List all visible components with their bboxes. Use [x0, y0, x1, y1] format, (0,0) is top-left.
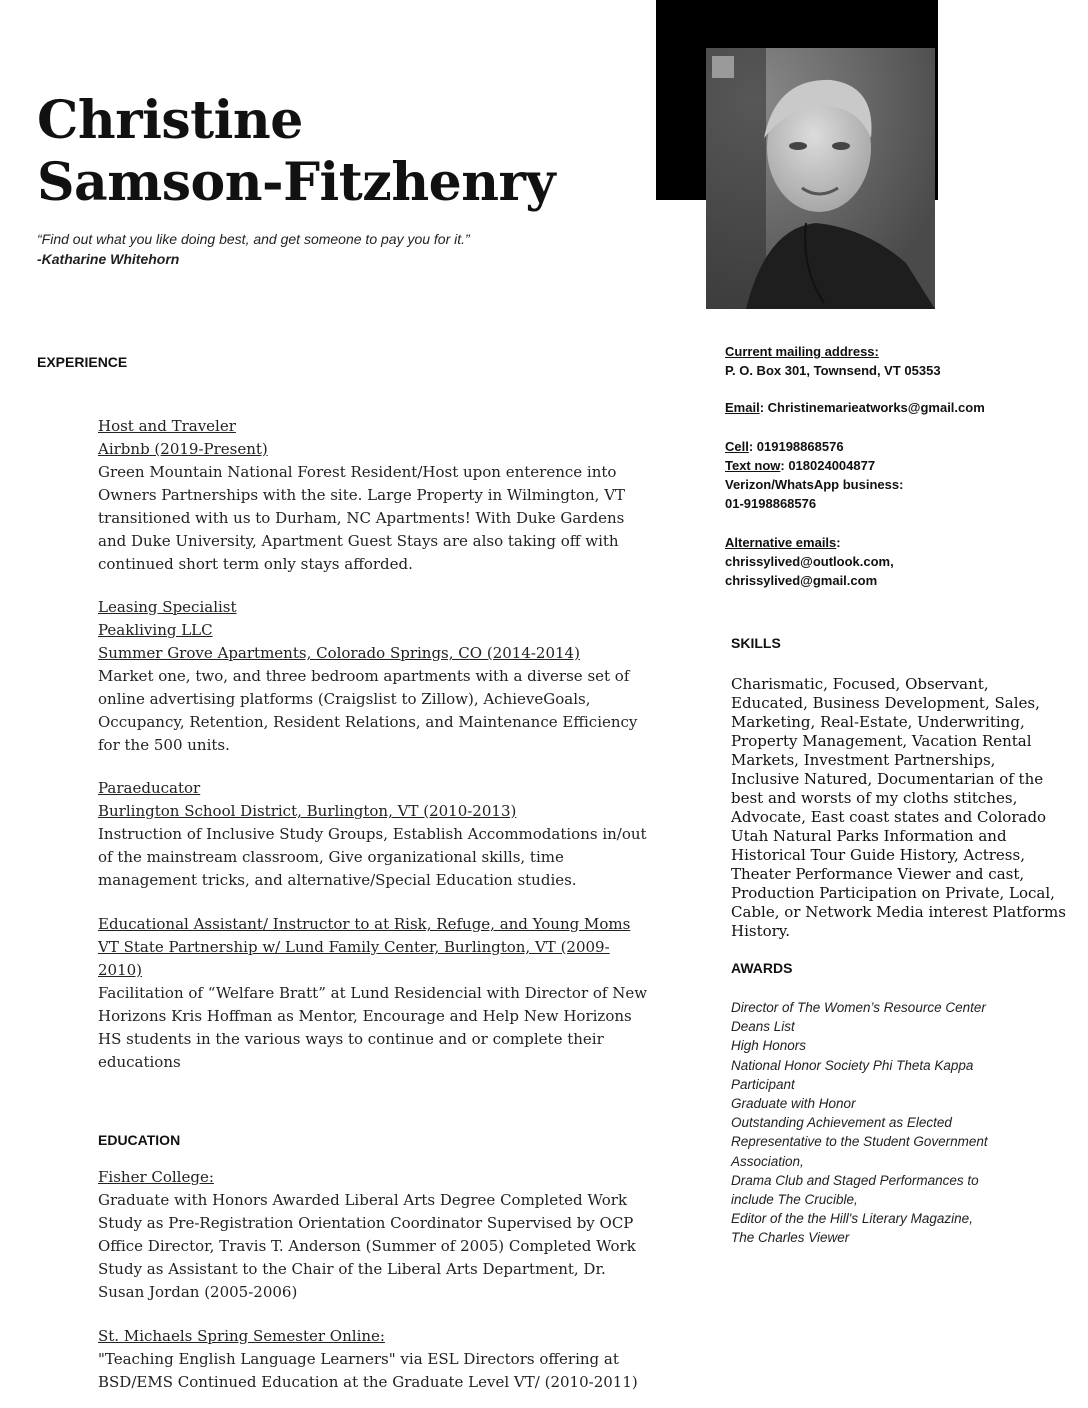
job-title: Host and Traveler [98, 417, 236, 435]
page-title [37, 90, 555, 214]
contact-email [725, 398, 1065, 417]
cell-label: Cell [725, 439, 749, 454]
quote-text: “Find out what you like doing best, and get someone to pay you for it.” [37, 231, 470, 247]
school-description: Graduate with Honors Awarded Liberal Arts Degree Completed Work Study as Pre-Registration Orientation Coordinator Supervised by OCP Office Director, Travis T. Anderson (Summer of 2005) Completed Work Study as Assistant to the Chair of the Liberal Arts Department, Dr. Susan Jordan (2005-2006) [98, 1191, 636, 1301]
award-line: include The Crucible, [731, 1192, 858, 1208]
textnow-label: Text now [725, 458, 781, 473]
cell-value: : 019198868576 [748, 439, 844, 454]
name-line-2: Samson-Fitzhenry [37, 152, 556, 213]
contact-alt-emails [725, 533, 1065, 590]
contact-mailing [725, 342, 1065, 380]
award-line: Outstanding Achievement as Elected [731, 1115, 952, 1131]
job-entry [98, 596, 650, 757]
mailing-label: Current mailing address: [725, 344, 879, 359]
profile-photo [706, 48, 935, 309]
award-line: Association, [731, 1153, 804, 1169]
award-line: Participant [731, 1076, 795, 1092]
job-title: Leasing Specialist [98, 598, 237, 616]
job-description: Market one, two, and three bedroom apartments with a diverse set of online advertising platforms (Craigslist to Zillow), AchieveGoals, Occupancy, Retention, Resident Relations, and Maintenance Efficiency for the 500 units. [98, 667, 638, 754]
awards-list [731, 998, 1031, 1248]
email-value[interactable]: : Christinemarieatworks@gmail.com [759, 400, 985, 415]
education-entry [98, 1325, 650, 1394]
job-title: Educational Assistant/ Instructor to at Risk, Refuge, and Young Moms [98, 915, 631, 933]
education-heading: EDUCATION [98, 1132, 181, 1148]
award-line: Director of The Women’s Resource Center [731, 1000, 986, 1015]
award-line: Representative to the Student Government [731, 1134, 988, 1150]
school-name: St. Michaels Spring Semester Online: [98, 1327, 385, 1345]
award-line: National Honor Society Phi Theta Kappa [731, 1057, 974, 1073]
quote [37, 229, 470, 269]
alt-email-2[interactable]: chrissylived@gmail.com [725, 573, 878, 588]
job-org: Peakliving LLC [98, 621, 213, 639]
job-title: Paraeducator [98, 779, 201, 797]
school-name: Fisher College: [98, 1168, 214, 1186]
alt-emails-label: Alternative emails [725, 535, 837, 550]
job-org: VT State Partnership w/ Lund Family Center, Burlington, VT (2009-2010) [98, 938, 610, 979]
job-description: Facilitation of “Welfare Bratt” at Lund Residencial with Director of New Horizons Kris Hoffman as Mentor, Encourage and Help New Horizons HS students in the various ways to continue and or complete their educations [98, 984, 648, 1071]
textnow-value: : 018024004877 [780, 458, 876, 473]
award-line: Deans List [731, 1019, 795, 1035]
verizon-value: 01-9198868576 [725, 496, 817, 511]
job-entry [98, 777, 650, 892]
job-description: Instruction of Inclusive Study Groups, Establish Accommodations in/out of the mainstream classroom, Give organizational skills, time management tricks, and alternative/Special Education studies. [98, 825, 647, 889]
award-line: Editor of the the Hill's Literary Magazine, [731, 1211, 973, 1227]
job-org: Burlington School District, Burlington, VT (2010-2013) [98, 802, 517, 820]
skills-heading: SKILLS [731, 635, 781, 651]
alt-email-1[interactable]: chrissylived@outlook.com, [725, 554, 894, 569]
award-line: High Honors [731, 1038, 807, 1054]
alt-emails-colon: : [836, 535, 841, 550]
job-entry [98, 415, 650, 576]
education-entry [98, 1166, 650, 1304]
job-location: Summer Grove Apartments, Colorado Springs, CO (2014-2014) [98, 644, 580, 662]
job-entry [98, 913, 650, 1074]
experience-heading: EXPERIENCE [37, 354, 128, 370]
job-description: Green Mountain National Forest Resident/Host upon enterence into Owners Partnerships with the site. Large Property in Wilmington, VT transitioned with us to Durham, NC Apartments! With Duke Gardens and Duke University, Apartment Guest Stays are also taking off with continued short term only stays afforded. [98, 463, 626, 573]
verizon-label: Verizon/WhatsApp business: [725, 477, 904, 492]
award-line: Drama Club and Staged Performances to [731, 1172, 979, 1188]
portrait-image [706, 48, 935, 309]
contact-phones [725, 437, 1065, 513]
email-label: Email [725, 400, 760, 415]
award-line: The Charles Viewer [731, 1230, 850, 1246]
quote-author: -Katharine Whitehorn [37, 251, 180, 267]
mailing-value: P. O. Box 301, Townsend, VT 05353 [725, 363, 941, 378]
awards-heading: AWARDS [731, 960, 793, 976]
skills-text: Charismatic, Focused, Observant, Educated, Business Development, Sales, Marketing, Real-Estate, Underwriting, Property Management, Vacation Rental Markets, Investment Partnerships, Inclusive Natured, Documentarian of the best and worsts of my cloths stitches, Advocate, East coast states and Colorado Utah Natural Parks Information and Historical Tour Guide History, Actress, Theater Performance Viewer and cast, Production Participation on Private, Local, Cable, or Network Media interest Platforms History. [731, 675, 1066, 940]
award-line: Graduate with Honor [731, 1096, 856, 1112]
name-line-1: Christine [37, 90, 303, 151]
job-org: Airbnb (2019-Present) [98, 440, 268, 458]
school-description: "Teaching English Language Learners" via ESL Directors offering at BSD/EMS Continued Education at the Graduate Level VT/ (2010-2011) [98, 1350, 638, 1391]
